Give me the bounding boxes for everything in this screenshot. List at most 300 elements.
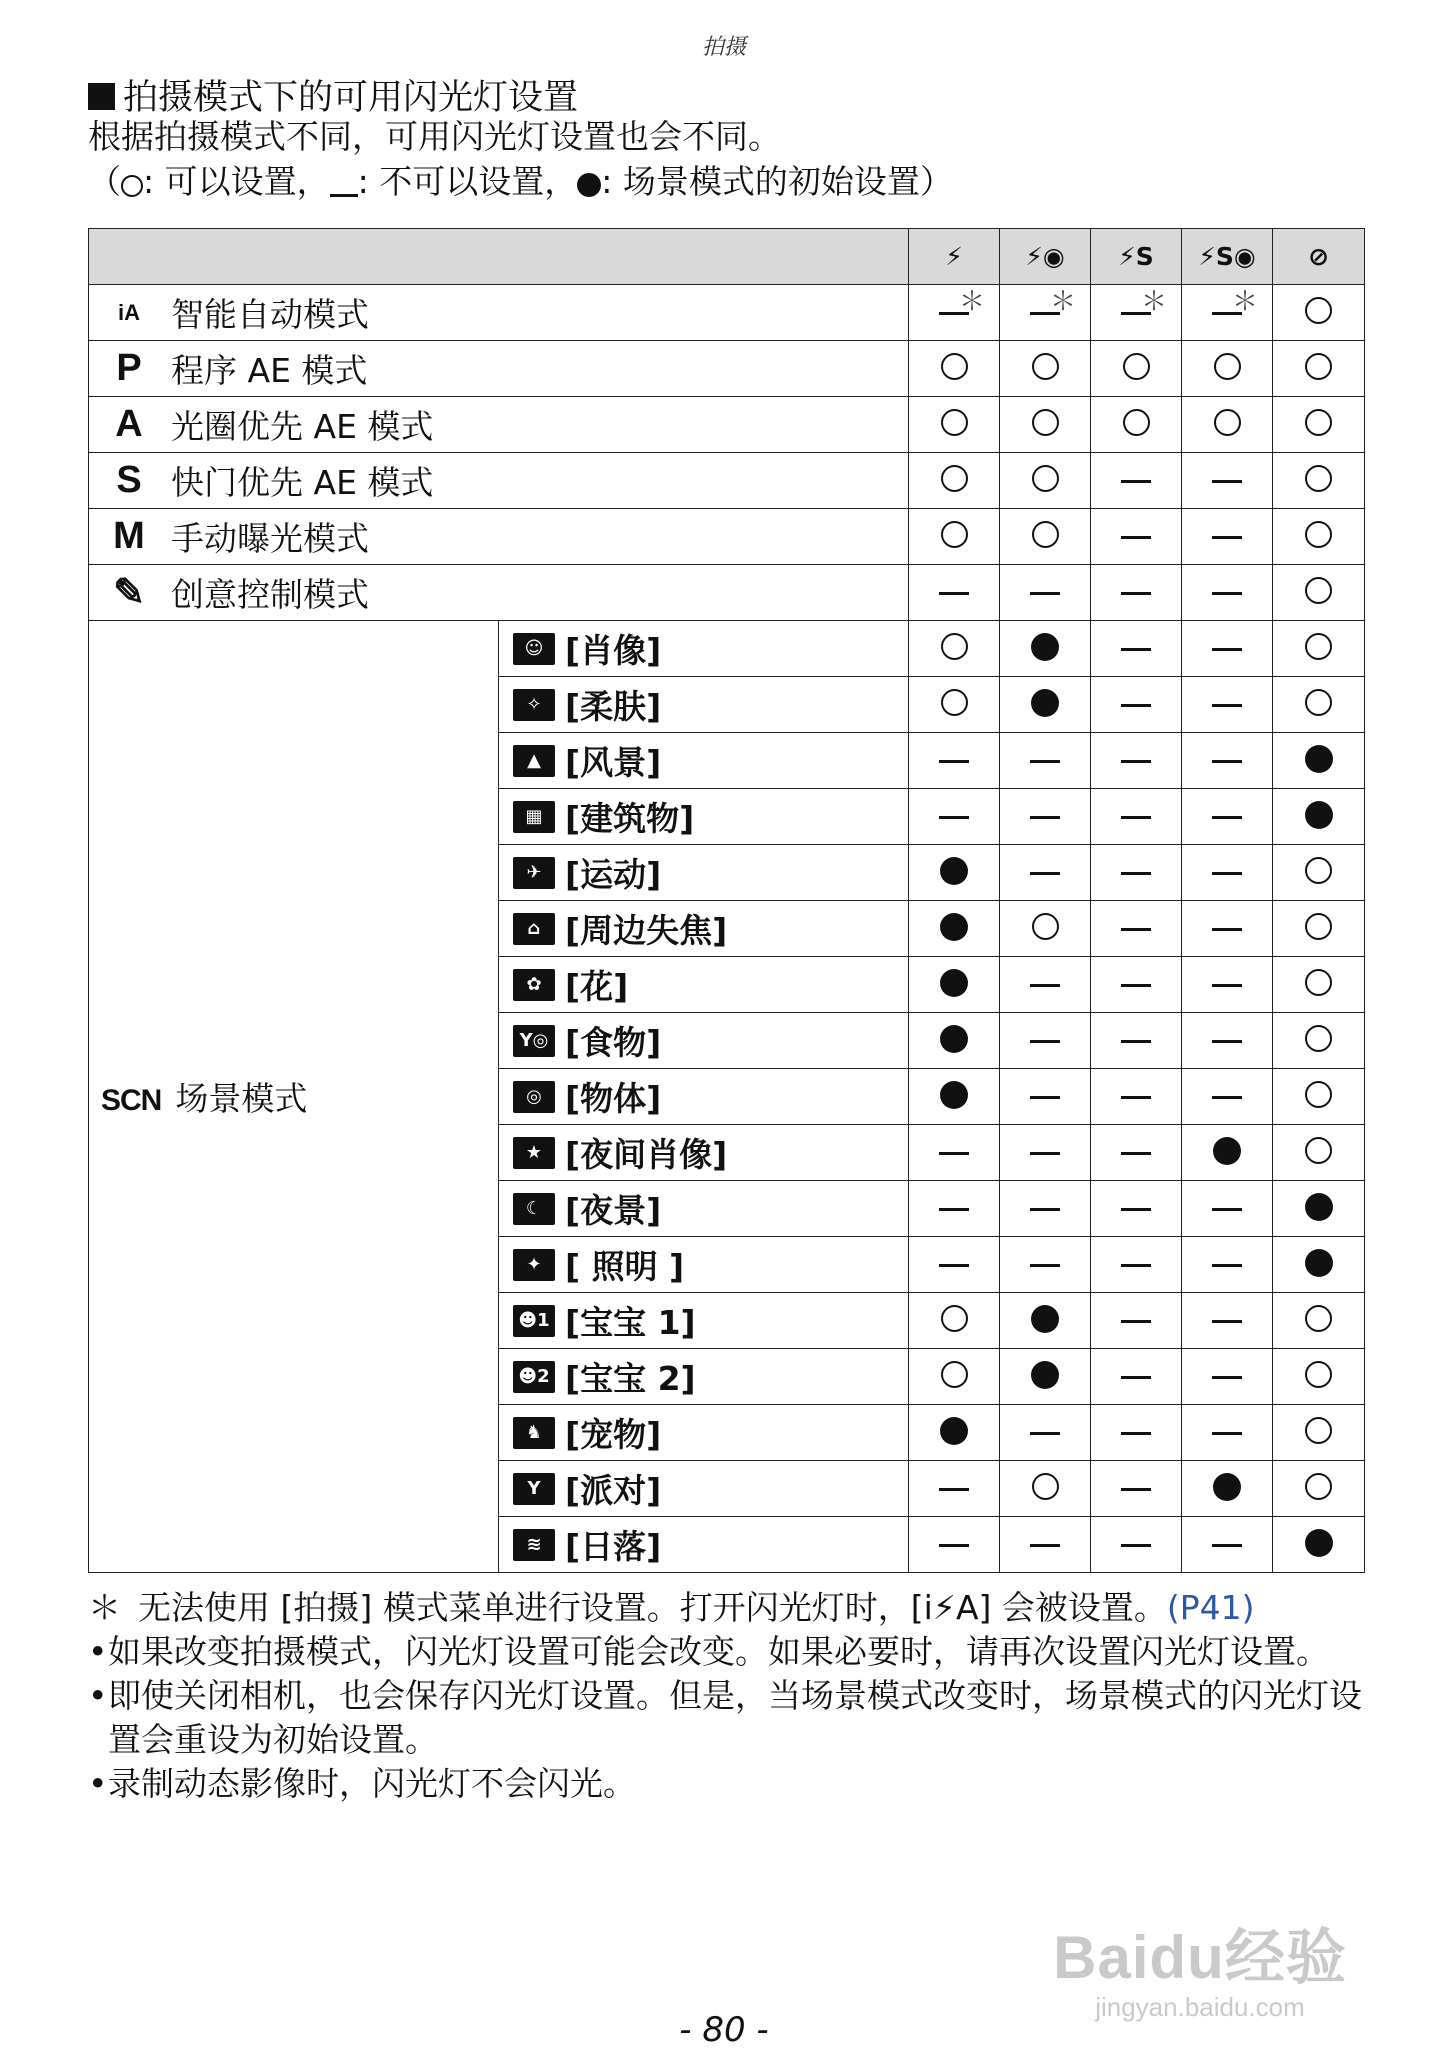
open-circle-icon (1305, 969, 1332, 996)
open-circle-icon (941, 353, 968, 380)
flash-mode-icon: ⚡S◉ (1182, 229, 1273, 285)
value-cell (909, 789, 1000, 845)
dash-icon (1121, 1432, 1151, 1435)
scene-mode-group-cell (89, 621, 499, 1573)
scene-label: [宝宝 2] (565, 1359, 696, 1398)
scene-icon: ✦ (513, 1249, 555, 1281)
scene-icon: ★ (513, 1137, 555, 1169)
dash-icon (1121, 704, 1151, 707)
table-row (89, 285, 1365, 341)
dash-icon (1030, 1096, 1060, 1099)
value-cell (1182, 285, 1273, 341)
mode-name-cell (89, 565, 909, 621)
filled-circle-icon (940, 1025, 968, 1053)
table-row (89, 621, 1365, 677)
value-cell (1182, 1517, 1273, 1573)
footnotes (88, 1586, 1378, 1806)
scene-label: [柔肤] (565, 687, 662, 726)
flash-mode-icon: ⊘ (1273, 229, 1365, 285)
mode-name-cell (89, 453, 909, 509)
dash-icon (1212, 760, 1242, 763)
value-cell (909, 845, 1000, 901)
scene-label: [派对] (565, 1471, 662, 1510)
value-cell (1000, 1405, 1091, 1461)
value-cell (1091, 453, 1182, 509)
value-cell (909, 901, 1000, 957)
footnote-star-text: 无法使用 [拍摄] 模式菜单进行设置。打开闪光灯时，[i⚡A] 会被设置。 (138, 1588, 1167, 1627)
dash-icon (939, 1152, 969, 1155)
scn-icon: SCN (101, 1084, 162, 1117)
dash-icon (1121, 1152, 1151, 1155)
scene-icon: Y (513, 1473, 555, 1505)
value-cell (1000, 845, 1091, 901)
scene-label: [物体] (565, 1079, 662, 1118)
value-cell (1000, 1349, 1091, 1405)
open-circle-icon (121, 175, 143, 197)
value-cell (1000, 901, 1091, 957)
value-cell (1182, 957, 1273, 1013)
filled-circle-icon (940, 857, 968, 885)
value-cell (1182, 1237, 1273, 1293)
filled-circle-icon (1305, 801, 1333, 829)
scene-name-cell (499, 677, 909, 733)
value-cell (1273, 845, 1365, 901)
value-cell (1273, 285, 1365, 341)
scene-name-cell (499, 1069, 909, 1125)
dash-icon (1030, 872, 1060, 875)
dash-icon (1030, 816, 1060, 819)
table-row (89, 397, 1365, 453)
dash-icon (1121, 592, 1151, 595)
dash-icon (939, 1544, 969, 1547)
value-cell (1091, 901, 1182, 957)
value-cell (909, 733, 1000, 789)
open-circle-icon (1305, 1081, 1332, 1108)
value-cell (1273, 733, 1365, 789)
open-circle-icon (941, 633, 968, 660)
value-cell (1182, 453, 1273, 509)
filled-circle-icon (1031, 633, 1059, 661)
asterisk-mark: ＊ (1049, 287, 1076, 317)
scene-icon: ♞ (513, 1417, 555, 1449)
filled-circle-icon (1213, 1473, 1241, 1501)
open-circle-icon (1305, 913, 1332, 940)
mode-icon: P (116, 347, 142, 389)
value-cell (1091, 621, 1182, 677)
value-cell (909, 1405, 1000, 1461)
legend-o-text: : 可以设置， (143, 162, 330, 201)
scene-icon: ◎ (513, 1081, 555, 1113)
dash-icon (1212, 816, 1242, 819)
value-cell (1273, 957, 1365, 1013)
filled-circle-icon (1305, 1193, 1333, 1221)
dash-icon (1121, 984, 1151, 987)
scene-icon: Y◎ (513, 1025, 555, 1057)
footnote-bullet (88, 1630, 1378, 1674)
value-cell (909, 621, 1000, 677)
footnote-star (88, 1586, 1378, 1630)
scene-name-cell (499, 1237, 909, 1293)
value-cell (1182, 509, 1273, 565)
scene-name-cell (499, 901, 909, 957)
value-cell (1000, 733, 1091, 789)
value-cell (1273, 341, 1365, 397)
value-cell (1182, 1013, 1273, 1069)
value-cell (1273, 397, 1365, 453)
scene-label: [建筑物] (565, 799, 695, 838)
open-circle-icon (1032, 521, 1059, 548)
mode-label: 快门优先 AE 模式 (171, 463, 434, 502)
dash-icon (1121, 760, 1151, 763)
value-cell (1273, 509, 1365, 565)
value-cell (1182, 733, 1273, 789)
scene-name-cell (499, 845, 909, 901)
dash-icon (939, 1488, 969, 1491)
scene-name-cell (499, 621, 909, 677)
bullet-dot-icon: • (88, 1676, 108, 1715)
dash-icon (939, 816, 969, 819)
dash-icon (1121, 872, 1151, 875)
filled-circle-icon (1031, 1361, 1059, 1389)
value-cell (909, 1125, 1000, 1181)
intro-text: 根据拍摄模式不同，可用闪光灯设置也会不同。 (88, 117, 781, 156)
footnote-bullet-text: 如果改变拍摄模式，闪光灯设置可能会改变。如果必要时，请再次设置闪光灯设置。 (108, 1632, 1329, 1671)
open-circle-icon (1305, 689, 1332, 716)
open-circle-icon (1032, 353, 1059, 380)
value-cell (1182, 1293, 1273, 1349)
value-cell (1182, 565, 1273, 621)
filled-circle-icon (1031, 689, 1059, 717)
value-cell (1091, 1181, 1182, 1237)
value-cell (909, 341, 1000, 397)
value-cell (1091, 565, 1182, 621)
section-title-text: 拍摄模式下的可用闪光灯设置 (123, 78, 579, 118)
value-cell (909, 453, 1000, 509)
open-circle-icon (1305, 1473, 1332, 1500)
value-cell (1091, 1013, 1182, 1069)
dash-icon (1212, 1208, 1242, 1211)
value-cell (1000, 1013, 1091, 1069)
filled-circle-icon (1305, 745, 1333, 773)
dash-icon (1212, 648, 1242, 651)
scene-name-cell (499, 1349, 909, 1405)
dash-icon (1121, 1544, 1151, 1547)
open-circle-icon (941, 1305, 968, 1332)
value-cell (909, 677, 1000, 733)
open-circle-icon (1123, 409, 1150, 436)
dash-icon (330, 194, 358, 197)
value-cell (1273, 565, 1365, 621)
value-cell (909, 1293, 1000, 1349)
scene-icon: ▦ (513, 801, 555, 833)
value-cell (1182, 845, 1273, 901)
scene-label: [食物] (565, 1023, 662, 1062)
value-cell (1273, 901, 1365, 957)
value-cell (1182, 1405, 1273, 1461)
filled-circle-icon (577, 173, 601, 197)
dash-icon (1121, 1096, 1151, 1099)
value-cell (1000, 1293, 1091, 1349)
dash-icon (1121, 536, 1151, 539)
filled-circle-icon (1305, 1249, 1333, 1277)
value-cell (1091, 733, 1182, 789)
open-circle-icon (1305, 297, 1332, 324)
scene-label: [运动] (565, 855, 662, 894)
value-cell (1091, 285, 1182, 341)
scene-name-cell (499, 1013, 909, 1069)
scene-group-label: 场景模式 (175, 1079, 308, 1118)
value-cell (1273, 1461, 1365, 1517)
value-cell (909, 285, 1000, 341)
dash-icon (1121, 928, 1151, 931)
value-cell (1182, 1349, 1273, 1405)
bullet-dot-icon: • (88, 1632, 108, 1671)
value-cell (909, 1517, 1000, 1573)
value-cell (1182, 341, 1273, 397)
value-cell (1000, 957, 1091, 1013)
dash-icon (1212, 480, 1242, 483)
value-cell (1091, 1293, 1182, 1349)
dash-icon (1121, 1488, 1151, 1491)
scene-label: [宠物] (565, 1415, 662, 1454)
value-cell (1091, 341, 1182, 397)
table-row (89, 565, 1365, 621)
scene-icon: ☺ (513, 633, 555, 665)
scene-name-cell (499, 1125, 909, 1181)
dash-icon (1030, 760, 1060, 763)
dash-icon (1121, 1040, 1151, 1043)
value-cell (1182, 1069, 1273, 1125)
legend (88, 160, 953, 204)
baidu-watermark (1030, 1910, 1370, 2023)
footnote-bullet-text: 录制动态影像时，闪光灯不会闪光。 (108, 1764, 636, 1803)
mode-name-cell (89, 285, 909, 341)
asterisk-mark: ＊ (958, 287, 985, 317)
dash-icon (1030, 1152, 1060, 1155)
value-cell (909, 1349, 1000, 1405)
scene-label: [风景] (565, 743, 662, 782)
value-cell (1182, 1125, 1273, 1181)
mode-icon: M (113, 515, 145, 557)
value-cell (909, 1461, 1000, 1517)
scene-name-cell (499, 1293, 909, 1349)
asterisk-mark: ＊ (1231, 287, 1258, 317)
scene-name-cell (499, 1461, 909, 1517)
value-cell (1273, 1125, 1365, 1181)
value-cell (1091, 397, 1182, 453)
scene-icon: ☻1 (513, 1305, 555, 1337)
dash-icon (1121, 1208, 1151, 1211)
value-cell (1091, 509, 1182, 565)
value-cell (1091, 789, 1182, 845)
scene-label: [肖像] (565, 631, 662, 670)
value-cell (1091, 845, 1182, 901)
dash-icon (1212, 536, 1242, 539)
scene-name-cell (499, 957, 909, 1013)
value-cell (1000, 789, 1091, 845)
open-circle-icon (941, 521, 968, 548)
value-cell (1091, 1069, 1182, 1125)
filled-circle-icon (1213, 1137, 1241, 1165)
value-cell (909, 1069, 1000, 1125)
value-cell (1000, 509, 1091, 565)
open-circle-icon (941, 689, 968, 716)
value-cell (909, 565, 1000, 621)
page-reference-link[interactable]: (P41) (1166, 1588, 1255, 1627)
watermark-url: jingyan.baidu.com (1095, 1992, 1305, 2022)
value-cell (1091, 1349, 1182, 1405)
section-title (88, 70, 578, 120)
value-cell (1273, 1517, 1365, 1573)
open-circle-icon (941, 1361, 968, 1388)
flash-mode-icon: ⚡S (1091, 229, 1182, 285)
value-cell (1000, 341, 1091, 397)
dash-icon (1212, 872, 1242, 875)
dash-icon (1212, 704, 1242, 707)
value-cell (909, 509, 1000, 565)
scene-label: [夜间肖像] (565, 1135, 728, 1174)
footnote-bullet (88, 1762, 1378, 1806)
open-circle-icon (1214, 353, 1241, 380)
mode-name-cell (89, 341, 909, 397)
value-cell (1182, 1461, 1273, 1517)
value-cell (1000, 397, 1091, 453)
value-cell (1273, 1237, 1365, 1293)
scene-icon: ✧ (513, 689, 555, 721)
legend-d-text: : 不可以设置， (357, 162, 578, 201)
open-circle-icon (1032, 409, 1059, 436)
open-circle-icon (1305, 1305, 1332, 1332)
dash-icon (1121, 648, 1151, 651)
scene-icon: ☾ (513, 1193, 555, 1225)
dash-icon (939, 1208, 969, 1211)
dash-icon (939, 592, 969, 595)
open-circle-icon (1305, 577, 1332, 604)
value-cell (1000, 1461, 1091, 1517)
value-cell (1273, 789, 1365, 845)
value-cell (1182, 901, 1273, 957)
value-cell (1182, 677, 1273, 733)
value-cell (1000, 453, 1091, 509)
value-cell (1273, 1181, 1365, 1237)
dash-icon (1212, 1432, 1242, 1435)
filled-circle-icon (1031, 1305, 1059, 1333)
value-cell (1182, 1181, 1273, 1237)
value-cell (1000, 1517, 1091, 1573)
value-cell (1273, 1293, 1365, 1349)
mode-name-cell (89, 509, 909, 565)
open-circle-icon (941, 465, 968, 492)
table-row (89, 509, 1365, 565)
scene-name-cell (499, 733, 909, 789)
open-circle-icon (1305, 1137, 1332, 1164)
dash-icon (1212, 928, 1242, 931)
table-row (89, 341, 1365, 397)
value-cell (1182, 789, 1273, 845)
scene-icon: ☻2 (513, 1361, 555, 1393)
value-cell (1000, 1237, 1091, 1293)
scene-icon: ⌂ (513, 913, 555, 945)
flash-mode-icon: ⚡ (909, 229, 1000, 285)
dash-icon (1030, 1544, 1060, 1547)
open-circle-icon (1214, 409, 1241, 436)
table-row (89, 453, 1365, 509)
open-circle-icon (1305, 409, 1332, 436)
dash-icon (1030, 984, 1060, 987)
open-circle-icon (1032, 1473, 1059, 1500)
mode-label: 程序 AE 模式 (171, 351, 368, 390)
value-cell (1091, 1517, 1182, 1573)
scene-icon: ▲ (513, 745, 555, 777)
open-circle-icon (1305, 633, 1332, 660)
watermark-main: Baidu经验 (1053, 1924, 1347, 1991)
value-cell (1091, 1461, 1182, 1517)
open-circle-icon (1032, 465, 1059, 492)
value-cell (1273, 1405, 1365, 1461)
flash-settings-table (88, 228, 1365, 1573)
mode-label: 光圈优先 AE 模式 (171, 407, 434, 446)
filled-circle-icon (940, 969, 968, 997)
open-circle-icon (1123, 353, 1150, 380)
dash-icon (1212, 1096, 1242, 1099)
open-circle-icon (1305, 465, 1332, 492)
filled-circle-icon (1305, 1529, 1333, 1557)
scene-name-cell (499, 789, 909, 845)
open-circle-icon (1305, 353, 1332, 380)
dash-icon (1121, 816, 1151, 819)
bullet-dot-icon: • (88, 1764, 108, 1803)
flash-mode-icon: ⚡◉ (1000, 229, 1091, 285)
value-cell (1273, 453, 1365, 509)
scene-icon: ✈ (513, 857, 555, 889)
page-number: - 80 - (679, 2010, 769, 2050)
footnote-bullet (88, 1674, 1378, 1762)
square-bullet-icon (88, 83, 115, 110)
value-cell (1182, 397, 1273, 453)
value-cell (909, 1237, 1000, 1293)
value-cell (1000, 285, 1091, 341)
dash-icon (1212, 1376, 1242, 1379)
dash-icon (1030, 1264, 1060, 1267)
value-cell (1000, 565, 1091, 621)
value-cell (909, 957, 1000, 1013)
scene-label: [周边失焦] (565, 911, 728, 950)
filled-circle-icon (940, 913, 968, 941)
table-header-row (89, 229, 1365, 285)
value-cell (1000, 1069, 1091, 1125)
value-cell (1182, 621, 1273, 677)
value-cell (1273, 1349, 1365, 1405)
open-circle-icon (1305, 1417, 1332, 1444)
legend-open: （ (88, 162, 121, 201)
scene-name-cell (499, 1517, 909, 1573)
dash-icon (1121, 1264, 1151, 1267)
value-cell (1273, 621, 1365, 677)
dash-icon (939, 760, 969, 763)
dash-icon (1212, 1544, 1242, 1547)
dash-icon (1030, 592, 1060, 595)
asterisk-mark: ＊ (88, 1588, 121, 1627)
open-circle-icon (1305, 521, 1332, 548)
value-cell (1273, 1069, 1365, 1125)
dash-icon (1212, 1040, 1242, 1043)
value-cell (1000, 621, 1091, 677)
dash-icon (1030, 1040, 1060, 1043)
scene-label: [花] (565, 967, 629, 1006)
mode-icon: S (116, 459, 142, 501)
mode-name-cell (89, 397, 909, 453)
asterisk-mark: ＊ (1140, 287, 1167, 317)
